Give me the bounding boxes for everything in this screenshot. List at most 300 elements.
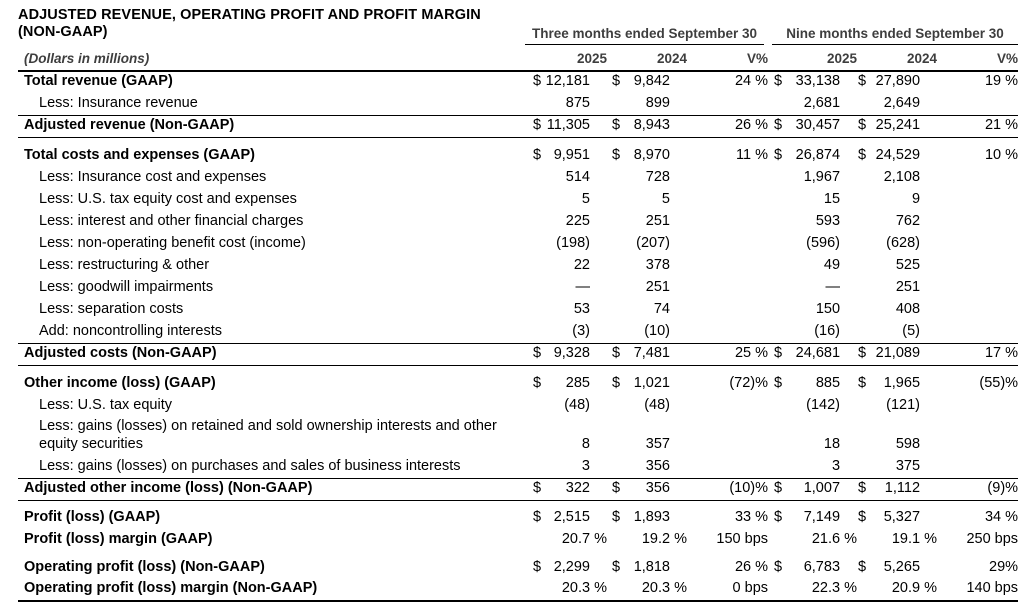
dollar-sign: $ bbox=[774, 116, 783, 133]
row-label: Add: noncontrolling interests bbox=[39, 322, 222, 339]
amount: (3) bbox=[572, 322, 590, 339]
value-cell bbox=[523, 277, 590, 299]
value-cell bbox=[920, 255, 1018, 277]
value-cell bbox=[768, 456, 840, 478]
spacer-row bbox=[18, 137, 1018, 145]
dollar-amount bbox=[858, 374, 920, 392]
amount: 7,481 bbox=[633, 344, 670, 361]
amount: (596) bbox=[806, 235, 841, 251]
dollar-amount bbox=[533, 146, 590, 164]
value-cell bbox=[523, 211, 590, 233]
column-header-2025-9m: 2025 bbox=[768, 45, 840, 71]
amount: 17 % bbox=[984, 344, 1019, 361]
value-cell bbox=[670, 395, 768, 417]
value-cell bbox=[523, 93, 590, 115]
value-cell bbox=[840, 211, 920, 233]
value-cell bbox=[840, 71, 920, 93]
spacer-row bbox=[18, 500, 1018, 507]
row-label: Less: restructuring & other bbox=[39, 257, 210, 273]
value-cell bbox=[920, 145, 1018, 167]
period-group-three-months bbox=[523, 22, 768, 45]
amount: 9,842 bbox=[633, 73, 670, 89]
table-row bbox=[18, 255, 1018, 277]
value-cell bbox=[920, 115, 1018, 137]
value-cell bbox=[920, 343, 1018, 365]
dollar-amount bbox=[774, 72, 840, 90]
table-row bbox=[18, 395, 1018, 417]
dollar-amount bbox=[858, 116, 920, 134]
value-cell bbox=[670, 255, 768, 277]
value-cell bbox=[590, 321, 670, 343]
value-cell bbox=[523, 343, 590, 365]
value-cell bbox=[523, 145, 590, 167]
amount: 251 bbox=[645, 279, 670, 295]
table-row bbox=[18, 167, 1018, 189]
amount: 1,893 bbox=[633, 509, 670, 525]
amount: 7,149 bbox=[803, 509, 841, 525]
amount: 22.3 % bbox=[811, 580, 858, 596]
value-cell bbox=[840, 277, 920, 299]
amount: 6,783 bbox=[803, 559, 841, 575]
value-cell bbox=[523, 255, 590, 277]
table-row bbox=[18, 115, 1018, 137]
value-cell bbox=[920, 93, 1018, 115]
dollar-amount bbox=[858, 344, 920, 362]
amount: 25,241 bbox=[875, 116, 921, 133]
amount: (10)% bbox=[729, 479, 769, 496]
dollar-amount bbox=[612, 558, 670, 576]
dollar-amount bbox=[774, 479, 840, 497]
value-cell bbox=[768, 93, 840, 115]
value-cell bbox=[590, 343, 670, 365]
amount: 2,649 bbox=[883, 94, 921, 111]
amount: (5) bbox=[902, 322, 921, 339]
value-cell bbox=[840, 93, 920, 115]
amount: 1,967 bbox=[803, 169, 841, 185]
dollar-sign: $ bbox=[612, 509, 621, 525]
value-cell bbox=[920, 277, 1018, 299]
table-row bbox=[18, 456, 1018, 478]
amount: 30,457 bbox=[795, 116, 841, 133]
amount: 1,007 bbox=[803, 479, 841, 496]
dollar-amount bbox=[858, 508, 920, 526]
dollar-amount bbox=[858, 146, 920, 164]
dollar-sign: $ bbox=[774, 559, 783, 575]
amount: 514 bbox=[565, 169, 590, 185]
value-cell bbox=[840, 395, 920, 417]
row-label: Less: gains (losses) on retained and sold ownership interests and other equity securities bbox=[39, 418, 497, 452]
amount: 225 bbox=[565, 213, 590, 229]
value-cell bbox=[590, 71, 670, 93]
value-cell bbox=[590, 373, 670, 395]
dollar-amount bbox=[612, 146, 670, 164]
value-cell bbox=[768, 233, 840, 255]
row-label: Total costs and expenses (GAAP) bbox=[24, 147, 255, 163]
value-cell bbox=[590, 456, 670, 478]
value-cell bbox=[768, 299, 840, 321]
value-cell bbox=[670, 115, 768, 137]
amount: 2,108 bbox=[883, 169, 921, 185]
value-cell bbox=[670, 277, 768, 299]
value-cell bbox=[590, 557, 670, 579]
value-cell bbox=[840, 507, 920, 529]
value-cell bbox=[523, 321, 590, 343]
amount: 24,681 bbox=[795, 344, 841, 361]
value-cell bbox=[920, 71, 1018, 93]
amount: 885 bbox=[815, 375, 841, 391]
amount: 3 bbox=[581, 457, 590, 474]
dollar-amount bbox=[774, 146, 840, 164]
dollar-sign: $ bbox=[612, 375, 621, 391]
row-label: Adjusted other income (loss) (Non-GAAP) bbox=[18, 478, 523, 500]
amount: 875 bbox=[565, 94, 590, 111]
value-cell bbox=[768, 395, 840, 417]
dollar-amount bbox=[533, 344, 590, 362]
table-row bbox=[18, 529, 1018, 551]
non-gaap-reconciliation-table bbox=[18, 22, 1018, 602]
row-label: Less: Insurance cost and expenses bbox=[39, 169, 267, 185]
dollar-sign: $ bbox=[612, 73, 621, 89]
dollar-amount bbox=[612, 72, 670, 90]
value-cell bbox=[523, 233, 590, 255]
row-label: Less: U.S. tax equity bbox=[39, 397, 172, 413]
value-cell bbox=[840, 167, 920, 189]
dollar-amount bbox=[858, 558, 920, 576]
amount: 1,818 bbox=[633, 559, 670, 575]
value-cell bbox=[920, 478, 1018, 500]
value-cell bbox=[920, 373, 1018, 395]
value-cell bbox=[920, 211, 1018, 233]
table-row bbox=[18, 299, 1018, 321]
row-label: Less: non-operating benefit cost (income) bbox=[39, 235, 306, 251]
value-cell bbox=[840, 255, 920, 277]
value-cell bbox=[523, 395, 590, 417]
amount: 34 % bbox=[984, 509, 1019, 525]
dollar-amount bbox=[774, 558, 840, 576]
value-cell bbox=[670, 211, 768, 233]
value-cell bbox=[768, 478, 840, 500]
spacer-cell bbox=[18, 365, 1018, 373]
value-cell bbox=[670, 478, 768, 500]
amount: 11 % bbox=[736, 147, 769, 163]
value-cell bbox=[768, 211, 840, 233]
amount: 20.3 % bbox=[561, 580, 607, 596]
amount: — bbox=[575, 279, 590, 295]
amount: 26,874 bbox=[795, 147, 841, 163]
amount: (10) bbox=[644, 322, 670, 339]
dollar-sign: $ bbox=[533, 73, 542, 89]
amount: 5 bbox=[661, 191, 670, 207]
dollar-sign: $ bbox=[858, 559, 867, 575]
value-cell bbox=[523, 507, 590, 529]
amount: 251 bbox=[895, 279, 921, 295]
value-cell bbox=[523, 71, 590, 93]
table-row bbox=[18, 507, 1018, 529]
value-cell bbox=[590, 189, 670, 211]
dollar-amount bbox=[533, 374, 590, 392]
row-label: Less: Insurance revenue bbox=[39, 94, 198, 111]
value-cell bbox=[670, 417, 768, 456]
amount: 49 bbox=[823, 257, 841, 273]
spacer-row bbox=[18, 365, 1018, 373]
column-header-row bbox=[18, 45, 1018, 71]
value-cell bbox=[670, 321, 768, 343]
row-label: Profit (loss) (GAAP) bbox=[24, 509, 161, 525]
row-label: Less: U.S. tax equity cost and expenses bbox=[39, 191, 297, 207]
dollar-sign: $ bbox=[533, 375, 542, 391]
amount: 24,529 bbox=[875, 147, 921, 163]
dollar-amount bbox=[612, 508, 670, 526]
amount: 251 bbox=[645, 213, 670, 229]
amount: (142) bbox=[806, 397, 841, 413]
table-body bbox=[18, 71, 1018, 601]
amount: 2,681 bbox=[803, 94, 841, 111]
amount: 728 bbox=[645, 169, 670, 185]
dollar-amount bbox=[774, 116, 840, 134]
value-cell bbox=[590, 478, 670, 500]
row-label: Operating profit (loss) margin (Non-GAAP) bbox=[18, 579, 523, 601]
table-row bbox=[18, 478, 1018, 500]
dollar-sign: $ bbox=[612, 479, 621, 496]
table-row bbox=[18, 373, 1018, 395]
dollar-sign: $ bbox=[774, 375, 783, 391]
value-cell bbox=[920, 507, 1018, 529]
value-cell bbox=[840, 115, 920, 137]
row-label: Less: separation costs bbox=[39, 301, 184, 317]
dollar-sign: $ bbox=[858, 479, 867, 496]
dollar-sign: $ bbox=[612, 147, 621, 163]
amount: 525 bbox=[895, 257, 921, 273]
value-cell bbox=[920, 321, 1018, 343]
amount: (48) bbox=[644, 397, 670, 413]
dollars-in-millions-note: (Dollars in millions) bbox=[18, 45, 523, 71]
dollar-sign: $ bbox=[533, 509, 542, 525]
table-row bbox=[18, 145, 1018, 167]
amount: 593 bbox=[815, 213, 841, 229]
dollar-amount bbox=[533, 72, 590, 90]
value-cell bbox=[768, 417, 840, 456]
value-cell bbox=[523, 529, 607, 551]
dollar-sign: $ bbox=[858, 509, 867, 525]
value-cell bbox=[590, 417, 670, 456]
amount: 762 bbox=[895, 213, 921, 229]
amount: (55)% bbox=[979, 375, 1019, 391]
value-cell bbox=[768, 71, 840, 93]
amount: 33,138 bbox=[795, 73, 841, 89]
amount: (121) bbox=[886, 397, 921, 413]
amount: 8 bbox=[581, 436, 590, 452]
amount: 285 bbox=[565, 375, 590, 391]
amount: 20.7 % bbox=[561, 531, 607, 547]
amount: 8,943 bbox=[633, 116, 670, 133]
amount: 8,970 bbox=[633, 147, 670, 163]
amount: (48) bbox=[564, 397, 590, 413]
dollar-amount bbox=[533, 116, 590, 134]
value-cell bbox=[920, 456, 1018, 478]
value-cell bbox=[590, 167, 670, 189]
amount: (16) bbox=[814, 322, 841, 339]
amount: 322 bbox=[565, 479, 590, 496]
table-row bbox=[18, 189, 1018, 211]
table-row bbox=[18, 71, 1018, 93]
amount: 408 bbox=[895, 301, 921, 317]
value-cell bbox=[523, 557, 590, 579]
amount: 9,951 bbox=[553, 147, 590, 163]
table-row bbox=[18, 277, 1018, 299]
value-cell bbox=[920, 299, 1018, 321]
column-header-vpct-3m: V% bbox=[670, 45, 768, 71]
dollar-amount bbox=[612, 479, 670, 497]
value-cell bbox=[523, 478, 590, 500]
amount: 150 bbox=[815, 301, 841, 317]
value-cell bbox=[920, 189, 1018, 211]
value-cell bbox=[670, 373, 768, 395]
table-row bbox=[18, 417, 1018, 456]
dollar-sign: $ bbox=[533, 559, 542, 575]
amount: 19.2 % bbox=[641, 531, 687, 547]
amount: (207) bbox=[636, 235, 670, 251]
amount: 21,089 bbox=[875, 344, 921, 361]
value-cell bbox=[840, 189, 920, 211]
value-cell bbox=[590, 507, 670, 529]
value-cell bbox=[768, 189, 840, 211]
row-label: Adjusted revenue (Non-GAAP) bbox=[18, 115, 523, 137]
value-cell bbox=[523, 189, 590, 211]
amount: 0 bps bbox=[732, 580, 769, 596]
amount: 5,265 bbox=[883, 559, 921, 575]
amount: 25 % bbox=[734, 344, 769, 361]
amount: 150 bps bbox=[716, 531, 769, 547]
amount: 29% bbox=[989, 559, 1019, 575]
value-cell bbox=[840, 299, 920, 321]
value-cell bbox=[590, 395, 670, 417]
value-cell bbox=[768, 167, 840, 189]
value-cell bbox=[768, 343, 840, 365]
value-cell bbox=[768, 255, 840, 277]
column-header-2024-9m: 2024 bbox=[840, 45, 920, 71]
amount: 27,890 bbox=[875, 73, 921, 89]
dollar-sign: $ bbox=[533, 344, 542, 361]
value-cell bbox=[920, 395, 1018, 417]
value-cell bbox=[840, 233, 920, 255]
value-cell bbox=[920, 167, 1018, 189]
value-cell bbox=[840, 557, 920, 579]
amount: 11,305 bbox=[546, 116, 590, 133]
value-cell bbox=[768, 277, 840, 299]
row-label: Other income (loss) (GAAP) bbox=[24, 375, 216, 391]
value-cell bbox=[920, 233, 1018, 255]
value-cell bbox=[840, 417, 920, 456]
dollar-sign: $ bbox=[774, 147, 783, 163]
amount: 3 bbox=[831, 457, 841, 474]
row-label: Adjusted costs (Non-GAAP) bbox=[18, 343, 523, 365]
value-cell bbox=[670, 93, 768, 115]
amount: 899 bbox=[645, 94, 670, 111]
value-cell bbox=[670, 343, 768, 365]
value-cell bbox=[590, 145, 670, 167]
value-cell bbox=[670, 299, 768, 321]
value-cell bbox=[670, 145, 768, 167]
period-group-label: Nine months ended September 30 bbox=[772, 26, 1018, 45]
dollar-amount bbox=[533, 508, 590, 526]
dollar-sign: $ bbox=[533, 479, 542, 496]
amount: (72)% bbox=[729, 375, 769, 391]
value-cell bbox=[840, 343, 920, 365]
amount: 1,965 bbox=[883, 375, 921, 391]
dollar-amount bbox=[858, 72, 920, 90]
value-cell bbox=[670, 167, 768, 189]
amount: (9)% bbox=[987, 479, 1019, 496]
value-cell bbox=[840, 145, 920, 167]
value-cell bbox=[670, 233, 768, 255]
value-cell bbox=[768, 321, 840, 343]
table-row bbox=[18, 321, 1018, 343]
amount: 378 bbox=[645, 257, 670, 273]
amount: 21.6 % bbox=[811, 531, 858, 547]
value-cell bbox=[768, 115, 840, 137]
dollar-sign: $ bbox=[533, 116, 542, 133]
dollar-sign: $ bbox=[612, 344, 621, 361]
row-label: Profit (loss) margin (GAAP) bbox=[24, 531, 213, 547]
amount: 1,112 bbox=[884, 479, 921, 496]
dollar-amount bbox=[774, 344, 840, 362]
amount: 2,299 bbox=[553, 559, 590, 575]
value-cell bbox=[840, 373, 920, 395]
column-header-2024-3m: 2024 bbox=[590, 45, 670, 71]
amount: (628) bbox=[886, 235, 921, 251]
amount: 33 % bbox=[734, 509, 769, 525]
value-cell bbox=[768, 579, 858, 601]
table-row bbox=[18, 211, 1018, 233]
value-cell bbox=[670, 456, 768, 478]
dollar-sign: $ bbox=[774, 509, 783, 525]
dollar-amount bbox=[774, 508, 840, 526]
value-cell bbox=[670, 507, 768, 529]
value-cell bbox=[768, 529, 858, 551]
amount: 12,181 bbox=[545, 73, 590, 89]
amount: 140 bps bbox=[966, 580, 1019, 596]
spacer-cell bbox=[18, 500, 1018, 507]
amount: 356 bbox=[645, 457, 670, 474]
dollar-sign: $ bbox=[774, 344, 783, 361]
amount: 357 bbox=[645, 436, 670, 452]
value-cell bbox=[590, 93, 670, 115]
value-cell bbox=[840, 456, 920, 478]
amount: 10 % bbox=[984, 147, 1019, 163]
dollar-sign: $ bbox=[774, 479, 783, 496]
amount: 26 % bbox=[734, 559, 769, 575]
amount: 20.9 % bbox=[891, 580, 938, 596]
value-cell bbox=[590, 211, 670, 233]
value-cell bbox=[590, 277, 670, 299]
amount: 598 bbox=[895, 436, 921, 452]
value-cell bbox=[840, 478, 920, 500]
row-label: Total revenue (GAAP) bbox=[24, 73, 173, 89]
amount: 53 bbox=[573, 301, 590, 317]
value-cell bbox=[920, 417, 1018, 456]
column-header-vpct-9m: V% bbox=[920, 45, 1018, 71]
amount: 1,021 bbox=[633, 375, 670, 391]
amount: 20.3 % bbox=[641, 580, 687, 596]
value-cell bbox=[840, 321, 920, 343]
amount: 21 % bbox=[984, 116, 1019, 133]
value-cell bbox=[523, 373, 590, 395]
value-cell bbox=[590, 255, 670, 277]
amount: — bbox=[825, 279, 841, 295]
amount: 26 % bbox=[734, 116, 769, 133]
column-header-2025-3m: 2025 bbox=[523, 45, 590, 71]
value-cell bbox=[590, 233, 670, 255]
